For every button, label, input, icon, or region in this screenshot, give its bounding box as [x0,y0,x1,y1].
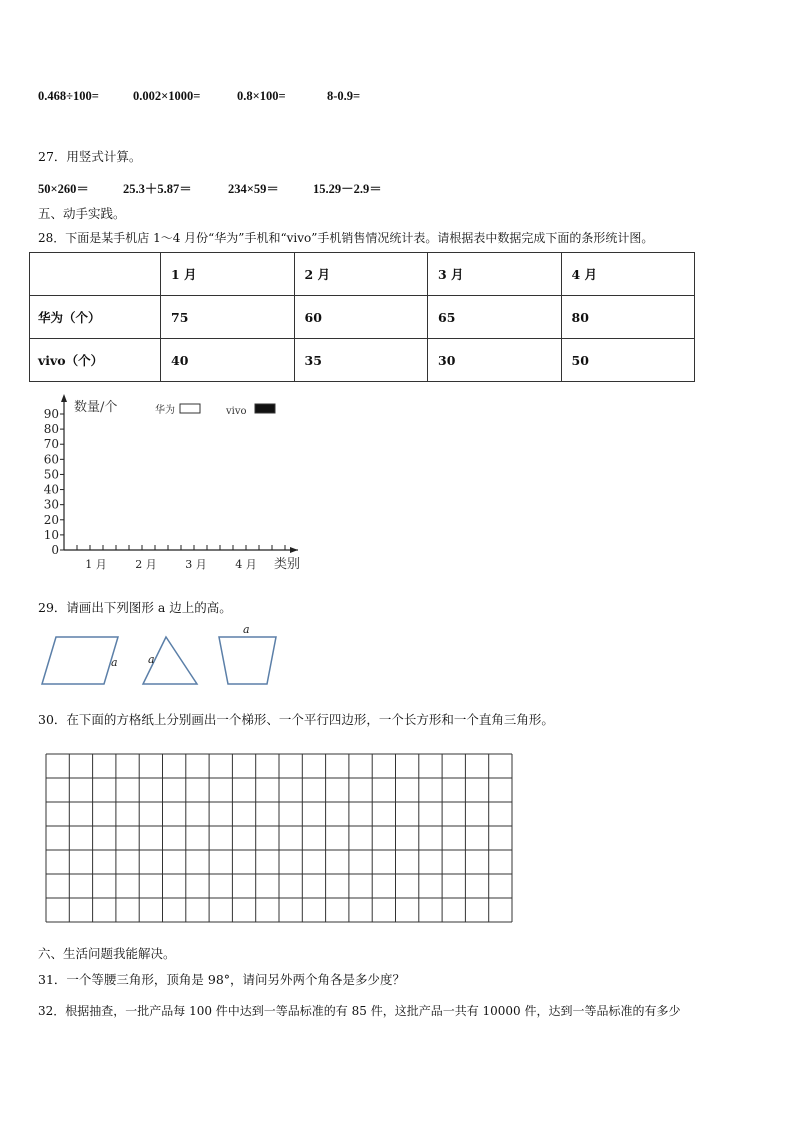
y-tick-label: 10 [43,527,59,542]
table-cell: 35 [294,339,428,382]
q30-title: 30．在下面的方格纸上分别画出一个梯形、一个平行四边形，一个长方形和一个直角三角形。 [38,712,554,727]
y-axis-arrow [61,394,67,402]
q28-title: 28．下面是某手机店 1～4 月份“华为”手机和“vivo”手机销售情况统计表。请根据表中数据完成下面的条形统计图。 [38,231,654,245]
x-category-label: 4 月 [235,558,257,571]
table-header-cell: 1 月 [161,253,295,296]
oral-calc-4: 8-0.9= [327,89,361,103]
parallelogram-shape [42,637,118,684]
oral-calc-2: 0.002×1000= [133,89,201,103]
y-tick-label: 60 [43,452,59,467]
chart-y-ticks [44,407,64,557]
q27-item-3: 234×59＝ [228,182,279,196]
table-row [30,296,695,339]
chart-x-ticks [77,545,285,571]
oral-calc-3: 0.8×100= [237,89,286,103]
table-cell: 80 [561,296,695,339]
chart-axes [61,394,298,553]
parallelogram-label-a: a [111,656,118,669]
q29-shapes [38,623,288,693]
triangle-label-a: a [148,653,155,666]
table-header-cell: 4 月 [561,253,695,296]
section-6-heading: 六、生活问题我能解决。 [38,946,176,961]
chart-x-label: 类别 [274,557,301,572]
q32-text: 32．根据抽查，一批产品每 100 件中达到一等品标准的有 85 件，这批产品一共有 10000 件，达到一等品标准的有多少 [38,1004,681,1018]
x-axis-arrow [290,547,298,553]
legend-huawei-swatch [180,404,200,413]
table-cell: 65 [428,296,562,339]
x-category-label: 1 月 [85,558,107,571]
oral-calc-1: 0.468÷100= [38,89,99,103]
table-cell: 40 [161,339,295,382]
section-5-heading: 五、动手实践。 [38,206,126,221]
table-row-label: vivo（个） [30,339,161,382]
table-cell: 75 [161,296,295,339]
q29-title: 29．请画出下列图形 a 边上的高。 [38,600,232,615]
legend-huawei-label: 华为 [155,405,175,416]
sales-table [29,252,695,382]
q27-item-1: 50×260＝ [38,182,89,196]
x-category-label: 3 月 [185,558,207,571]
table-cell: 60 [294,296,428,339]
table-row-label: 华为（个） [30,296,161,339]
q27-item-4: 15.29－2.9＝ [313,182,382,196]
table-cell [30,253,161,296]
x-category-label: 2 月 [135,558,157,571]
q27-item-2: 25.3＋5.87＝ [123,182,192,196]
y-tick-label: 50 [43,467,59,482]
table-header-cell: 3 月 [428,253,562,296]
legend-vivo-label: vivo [226,406,247,417]
y-tick-label: 80 [43,422,59,437]
y-tick-label: 40 [43,482,59,497]
y-tick-label: 70 [43,437,59,452]
legend-vivo-swatch [255,404,275,413]
table-header-row [30,253,695,296]
bar-chart [30,390,320,580]
q31-text: 31．一个等腰三角形，顶角是 98°，请问另外两个角各是多少度？ [38,972,406,987]
q27-title: 27．用竖式计算。 [38,149,142,164]
y-tick-label: 90 [43,407,59,421]
trapezoid-label-a: a [243,623,250,636]
chart-y-label: 数量/个 [74,400,118,415]
table-cell: 50 [561,339,695,382]
trapezoid-shape [219,637,276,684]
table-row [30,339,695,382]
table-header-cell: 2 月 [294,253,428,296]
y-tick-label: 20 [43,512,59,527]
y-tick-label: 0 [51,543,59,557]
square-grid-paper [44,750,516,926]
y-tick-label: 30 [43,497,59,512]
table-cell: 30 [428,339,562,382]
